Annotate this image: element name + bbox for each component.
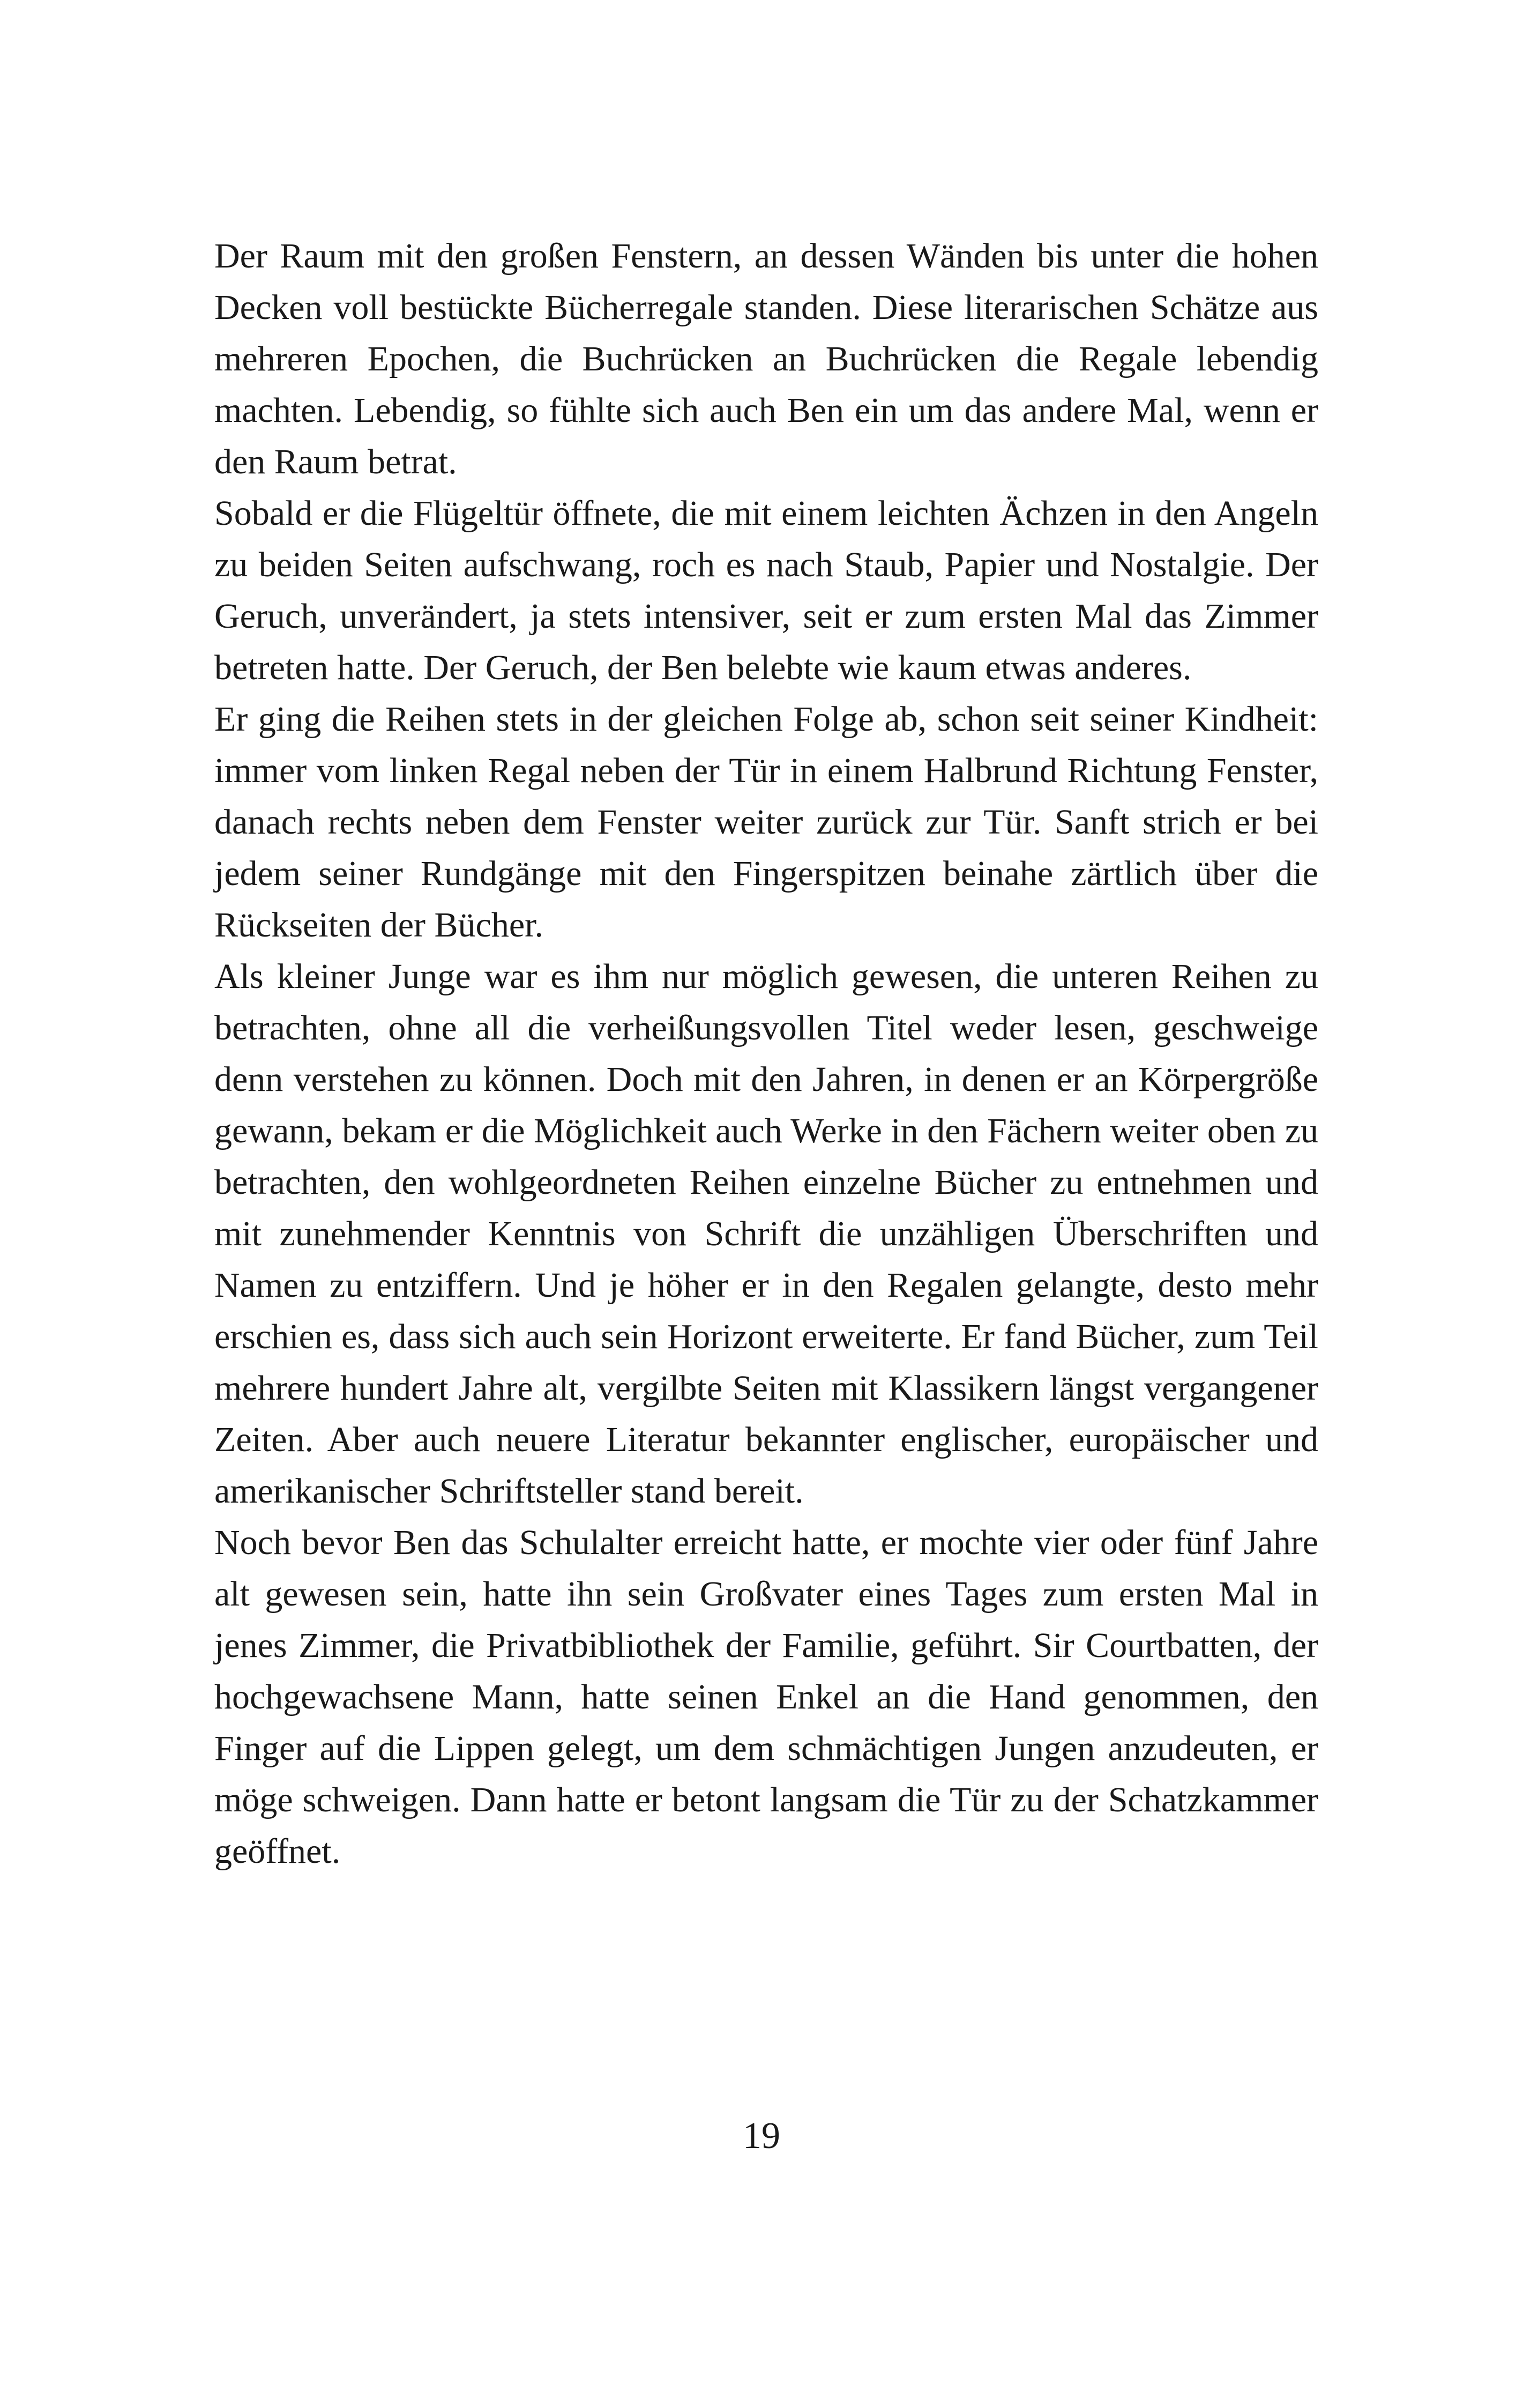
page-number: 19 bbox=[743, 2115, 780, 2157]
paragraph-5: Noch bevor Ben das Schulalter erreicht hatte, er mochte vier oder fünf Jahre alt gewesen sein, hatte ihn sein Großvater eines Tages zum ersten Mal in jenes Zimmer, die Privatbibliothek der Familie, geführt. Sir Courtbatten, der hochgewachsene Mann, hatte seinen Enkel an die Hand genommen, den Finger auf die Lippen gelegt, um dem schmächtigen Jungen anzudeuten, er möge schweigen. Dann hatte er betont langsam die Tür zu der Schatzkammer geöffnet. bbox=[214, 1523, 1318, 1871]
paragraph-4: Als kleiner Junge war es ihm nur möglich gewesen, die unteren Reihen zu betrachten, ohne all die verheißungsvollen Titel weder lesen, geschweige denn verstehen zu können. Doch mit den Jahren, in denen er an Körpergröße gewann, bekam er die Möglichkeit auch Werke in den Fächern weiter oben zu betrachten, den wohlgeordneten Reihen einzelne Bücher zu entnehmen und mit zunehmender Kenntnis von Schrift die unzähligen Überschriften und Namen zu entziffern. Und je höher er in den Regalen gelangte, desto mehr erschien es, dass sich auch sein Horizont erweiterte. Er fand Bücher, zum Teil mehrere hundert Jahre alt, vergilbte Seiten mit Klassikern längst vergangener Zeiten. Aber auch neuere Literatur bekannter englischer, europäischer und amerikanischer Schriftsteller stand bereit. bbox=[214, 957, 1318, 1511]
paragraph-1: Der Raum mit den großen Fenstern, an dessen Wänden bis unter die hohen Decken voll bestückte Bücherregale standen. Diese literarischen Schätze aus mehreren Epochen, die Buchrücken an Buchrücken die Regale lebendig machten. Lebendig, so fühlte sich auch Ben ein um das andere Mal, wenn er den Raum betrat. bbox=[214, 236, 1318, 481]
body-text bbox=[214, 231, 1318, 1877]
paragraph-3: Er ging die Reihen stets in der gleichen Folge ab, schon seit seiner Kindheit: immer vom linken Regal neben der Tür in einem Halbrund Richtung Fenster, danach rechts neben dem Fenster weiter zurück zur Tür. Sanft strich er bei jedem seiner Rundgänge mit den Fingerspitzen beinahe zärtlich über die Rückseiten der Bücher. bbox=[214, 700, 1318, 945]
paragraph-2: Sobald er die Flügeltür öffnete, die mit einem leichten Ächzen in den Angeln zu beiden Seiten aufschwang, roch es nach Staub, Papier und Nostalgie. Der Geruch, unverändert, ja stets intensiver, seit er zum ersten Mal das Zimmer betreten hatte. Der Geruch, der Ben belebte wie kaum etwas anderes. bbox=[214, 494, 1318, 687]
